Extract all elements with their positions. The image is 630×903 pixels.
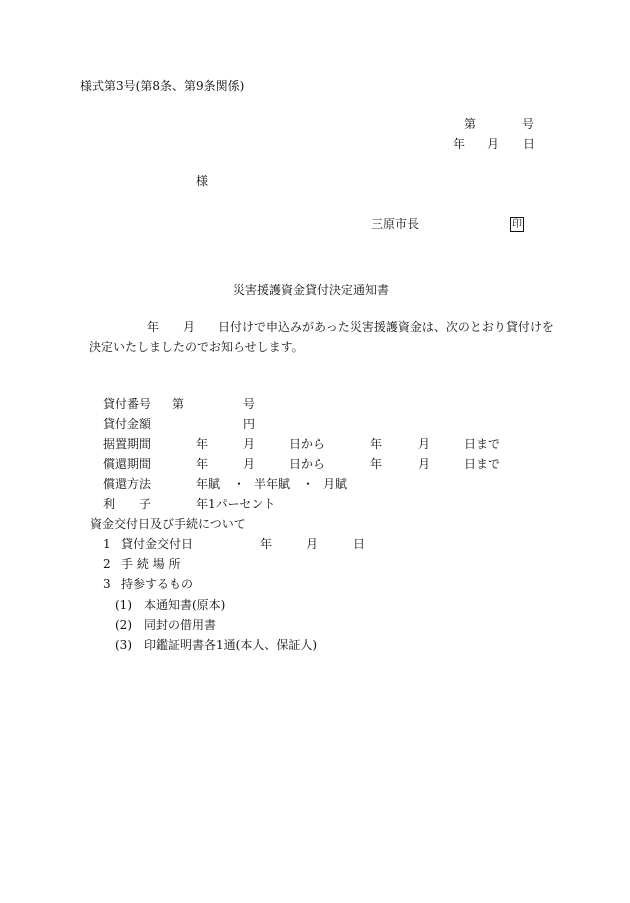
intro-year: 年 xyxy=(147,320,160,334)
document-title: 災害援護資金貸付決定通知書 xyxy=(233,283,390,297)
subitem-1-text: 本通知書(原本) xyxy=(144,598,226,612)
procedure-3-label: 持参するもの xyxy=(121,577,194,591)
procedure-1-year: 年 xyxy=(260,537,273,551)
interest-label-2: 子 xyxy=(139,497,152,511)
grace-period-year2: 年 xyxy=(370,437,383,451)
intro-month: 月 xyxy=(183,320,196,334)
intro-line2: 決定いたしましたのでお知らせします。 xyxy=(89,340,304,354)
grace-period-year1: 年 xyxy=(196,437,209,451)
grace-period-label: 据置期間 xyxy=(103,437,152,451)
grace-period-until: 日まで xyxy=(464,437,501,451)
grace-period-month2: 月 xyxy=(418,437,431,451)
intro-line1: 日付けで申込みがあった災害援護資金は、次のとおり貸付けを xyxy=(218,320,554,334)
repay-method-dot2: ・ xyxy=(302,477,315,491)
procedure-1-label: 貸付金交付日 xyxy=(121,537,194,551)
repay-method-dot1: ・ xyxy=(233,477,246,491)
procedure-2-label: 手 続 場 所 xyxy=(121,557,181,571)
procedure-2-num: 2 xyxy=(103,557,111,571)
repay-period-month1: 月 xyxy=(243,457,256,471)
repay-period-label: 償還期間 xyxy=(103,457,152,471)
repay-period-until: 日まで xyxy=(464,457,501,471)
loan-amount-label: 貸付金額 xyxy=(103,417,152,431)
grace-period-month1: 月 xyxy=(243,437,256,451)
subitem-3-text: 印鑑証明書各1通(本人、保証人) xyxy=(144,638,317,652)
subitem-2-text: 同封の借用書 xyxy=(144,618,217,632)
grace-period-from: 日から xyxy=(289,437,326,451)
procedure-1-day: 日 xyxy=(353,537,366,551)
procedure-3-num: 3 xyxy=(103,577,111,591)
interest-value: 年1パーセント xyxy=(196,497,276,511)
issuer-name: 三原市長 xyxy=(371,217,420,231)
repay-method-semiannual: 半年賦 xyxy=(254,477,291,491)
procedure-1-month: 月 xyxy=(306,537,319,551)
subitem-1-num: (1) xyxy=(115,598,132,612)
repay-period-from: 日から xyxy=(289,457,326,471)
repay-period-year2: 年 xyxy=(370,457,383,471)
repay-method-annual: 年賦 xyxy=(196,477,221,491)
doc-number-go: 号 xyxy=(522,117,535,131)
subitem-2-num: (2) xyxy=(115,618,132,632)
loan-number-label: 貸付番号 xyxy=(103,397,152,411)
addressee-suffix: 様 xyxy=(196,174,209,188)
date-day: 日 xyxy=(523,137,536,151)
loan-number-go: 号 xyxy=(243,397,256,411)
repay-method-label: 償還方法 xyxy=(103,477,152,491)
repay-period-month2: 月 xyxy=(418,457,431,471)
loan-number-dai: 第 xyxy=(172,397,185,411)
form-number: 様式第3号(第8条、第9条関係) xyxy=(80,79,245,93)
repay-method-monthly: 月賦 xyxy=(323,477,348,491)
date-month: 月 xyxy=(487,137,500,151)
seal-stamp: 印 xyxy=(512,219,522,230)
doc-number-dai: 第 xyxy=(464,117,477,131)
interest-label-1: 利 xyxy=(103,497,116,511)
procedure-1-num: 1 xyxy=(103,537,111,551)
repay-period-year1: 年 xyxy=(196,457,209,471)
date-year: 年 xyxy=(453,137,466,151)
procedures-heading: 資金交付日及び手続について xyxy=(90,517,246,531)
subitem-3-num: (3) xyxy=(115,638,132,652)
loan-amount-unit: 円 xyxy=(243,417,256,431)
